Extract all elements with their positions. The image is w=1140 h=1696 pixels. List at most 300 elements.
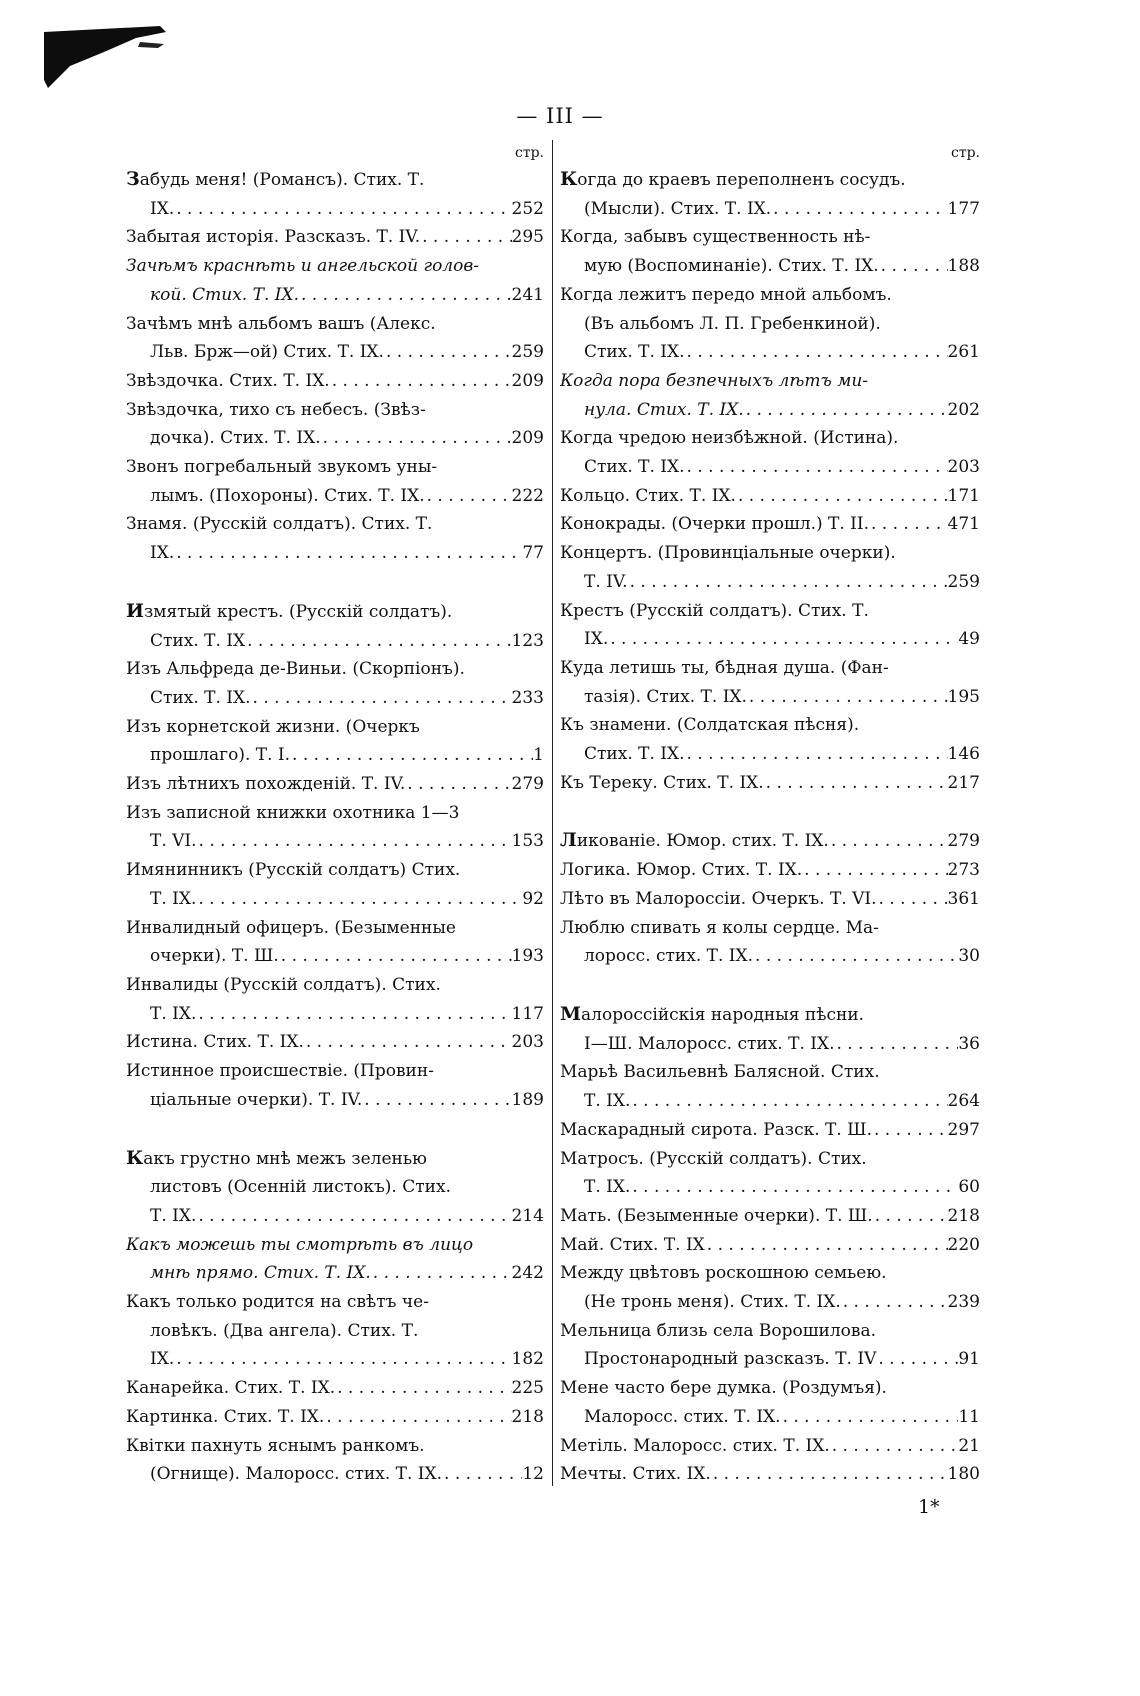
- entry-line: [126, 453, 544, 482]
- entry-text: Малоросс. стих. Т. IX.: [584, 1406, 781, 1427]
- entry-line: [126, 597, 544, 627]
- leader-dots: [196, 1202, 511, 1231]
- entry-line: [560, 453, 980, 482]
- entry-line: [126, 310, 544, 339]
- entry-line: [126, 1202, 544, 1231]
- entry-line: [560, 1000, 980, 1030]
- page-reference: 203: [511, 1032, 544, 1053]
- leader-dots: [420, 223, 511, 252]
- index-entry: [126, 510, 544, 567]
- leader-dots: [324, 1403, 511, 1432]
- entry-text: Май. Стих. Т. IX: [560, 1234, 705, 1255]
- entry-line: [126, 1086, 544, 1115]
- entry-line: [126, 510, 544, 539]
- entry-line: [560, 914, 980, 943]
- page-reference: 209: [511, 428, 544, 449]
- entry-text: Концертъ. (Провинціальные очерки).: [560, 543, 896, 564]
- entry-text: Стих. Т. IX: [150, 630, 246, 651]
- index-entry: [126, 252, 544, 309]
- entry-line: [560, 1087, 980, 1116]
- entry-text: Стих. Т. IX.: [584, 744, 685, 765]
- page-reference: 279: [511, 774, 544, 795]
- right-column: [560, 145, 980, 1489]
- index-entry: [560, 654, 980, 711]
- entry-text: Марьѣ Васильевнѣ Балясной. Стих.: [560, 1062, 880, 1083]
- entry-text: Крестъ (Русскій солдатъ). Стих. Т.: [560, 600, 869, 621]
- index-entry: [560, 597, 980, 654]
- entry-line: [126, 539, 544, 568]
- entry-line: [126, 367, 544, 396]
- leader-dots: [879, 252, 948, 281]
- page-reference: 202: [947, 399, 980, 420]
- entry-line: [560, 165, 980, 195]
- entry-text: IX.: [150, 198, 175, 219]
- index-entry: [126, 453, 544, 510]
- entry-text: Стих. Т. IX.: [584, 457, 685, 478]
- entry-text: Стих. Т. IX.: [150, 687, 251, 708]
- index-entry: [126, 1057, 544, 1114]
- page-reference: 361: [947, 888, 980, 909]
- entry-line: [126, 1000, 544, 1029]
- entry-text: Картинка. Стих. Т. IX.: [126, 1406, 325, 1427]
- entry-line: [560, 1288, 980, 1317]
- index-entry: [126, 770, 544, 799]
- page-reference: 242: [511, 1263, 544, 1284]
- index-entry: [560, 914, 980, 971]
- index-entry: [560, 165, 980, 223]
- entry-text: Звонъ погребальный звукомъ уны-: [126, 457, 438, 478]
- entry-line: [560, 1231, 980, 1260]
- leader-dots: [830, 1432, 959, 1461]
- index-entry: [126, 856, 544, 913]
- page-reference: 188: [947, 256, 980, 277]
- entry-line: [560, 942, 980, 971]
- entry-text: Зачѣмъ мнѣ альбомъ вашъ (Алекс.: [126, 313, 436, 334]
- entry-line: [560, 856, 980, 885]
- entry-text: ловѣкъ. (Два ангела). Стих. Т.: [150, 1320, 419, 1341]
- entry-text: Мечты. Стих. IX.: [560, 1464, 711, 1485]
- entry-line: [126, 1460, 544, 1489]
- page-reference: 153: [511, 831, 544, 852]
- entry-text: Забудь меня! (Романсъ). Стих. Т.: [126, 168, 425, 190]
- entry-line: [560, 625, 980, 654]
- scan-ink-mark: [40, 22, 170, 92]
- index-entry: [560, 1317, 980, 1374]
- index-entry: [560, 1145, 980, 1202]
- leader-dots: [771, 195, 947, 224]
- leader-dots: [299, 281, 512, 310]
- index-entry: [560, 510, 980, 539]
- leader-dots: [251, 684, 512, 713]
- entry-text: Когда, забывъ существенность нѣ-: [560, 227, 871, 248]
- entry-line: [560, 1432, 980, 1461]
- leader-dots: [829, 827, 948, 856]
- index-entry: [126, 165, 544, 223]
- entry-text: Знамя. (Русскій солдатъ). Стих. Т.: [126, 514, 433, 535]
- entry-line: [560, 885, 980, 914]
- entry-line: [560, 281, 980, 310]
- entry-line: [560, 568, 980, 597]
- entry-text: Ликованіе. Юмор. стих. Т. IX.: [560, 829, 829, 852]
- entry-line: [560, 740, 980, 769]
- entry-line: [560, 367, 980, 396]
- entry-line: [560, 195, 980, 224]
- section-initial: К: [560, 168, 578, 190]
- leader-dots: [335, 1374, 511, 1403]
- entry-text: листовъ (Осенній листокъ). Стих.: [150, 1177, 451, 1198]
- leader-dots: [321, 424, 512, 453]
- entry-line: [560, 1058, 980, 1087]
- page-reference: 218: [947, 1205, 980, 1226]
- leader-dots: [841, 1288, 948, 1317]
- entry-line: [126, 942, 544, 971]
- entry-line: [126, 1432, 544, 1461]
- page-reference: 241: [511, 284, 544, 305]
- page-reference: 77: [522, 543, 544, 564]
- leader-dots: [174, 1345, 511, 1374]
- entry-text: Маскарадный сирота. Разск. Т. Ш.: [560, 1119, 872, 1140]
- entry-text: Инвалиды (Русскій солдатъ). Стих.: [126, 974, 441, 995]
- entry-text: Зачѣмъ краснѣть и ангельской голов-: [126, 256, 479, 277]
- index-entry: [560, 1374, 980, 1431]
- entry-text: (Въ альбомъ Л. П. Гребенкиной).: [584, 313, 881, 334]
- page-reference: 92: [522, 888, 544, 909]
- page-reference: 30: [958, 946, 980, 967]
- entry-text: Куда летишь ты, бѣдная душа. (Фан-: [560, 657, 889, 678]
- entry-line: [560, 1345, 980, 1374]
- entry-line: [560, 711, 980, 740]
- page-reference: 259: [511, 342, 544, 363]
- entry-line: [126, 914, 544, 943]
- page-reference: 36: [958, 1033, 980, 1054]
- entry-text: Лѣто въ Малороссіи. Очеркъ. Т. VI.: [560, 888, 877, 909]
- leader-dots: [685, 740, 948, 769]
- entry-line: [126, 713, 544, 742]
- entry-text: мнѣ прямо. Стих. Т. IX.: [150, 1263, 371, 1284]
- entry-text: мую (Воспоминаніе). Стих. Т. IX.: [584, 256, 879, 277]
- leader-dots: [174, 195, 511, 224]
- entry-text: Какъ можешь ты смотрѣть въ лицо: [126, 1234, 474, 1255]
- entry-text: IX.: [584, 629, 609, 650]
- entry-line: [126, 223, 544, 252]
- page-reference: 209: [511, 370, 544, 391]
- section-initial: И: [126, 599, 144, 622]
- entry-text: (Не тронь меня). Стих. Т. IX.: [584, 1292, 841, 1313]
- index-entry: [560, 826, 980, 856]
- page-reference: 11: [958, 1406, 980, 1427]
- entry-text: (Мысли). Стих. Т. IX.: [584, 198, 772, 219]
- entry-line: [560, 1259, 980, 1288]
- page-reference: 91: [958, 1349, 980, 1370]
- index-entry: [560, 367, 980, 424]
- signature-mark: 1*: [918, 1496, 940, 1518]
- entry-line: [126, 1173, 544, 1202]
- entry-text: Забытая исторія. Разсказъ. Т. IV.: [126, 227, 421, 248]
- leader-dots: [711, 1460, 948, 1489]
- index-entry: [126, 1144, 544, 1231]
- entry-text: Мене часто бере думка. (Роздумъя).: [560, 1378, 887, 1399]
- leader-dots: [371, 1259, 512, 1288]
- entry-text: Изъ записной книжки охотника 1—3: [126, 802, 460, 823]
- page-reference: 177: [947, 198, 980, 219]
- entry-line: [126, 482, 544, 511]
- entry-line: [560, 1202, 980, 1231]
- section-initial: Л: [560, 829, 577, 852]
- index-entry: [126, 1231, 544, 1288]
- entry-text: Звѣздочка. Стих. Т. IX.: [126, 370, 330, 391]
- entry-text: Льв. Брж—ой) Стих. Т. IX.: [150, 342, 384, 363]
- entry-line: [126, 856, 544, 885]
- entry-text: Т. IX.: [150, 1205, 197, 1226]
- entry-text: Метіль. Малоросс. стих. Т. IX.: [560, 1435, 830, 1456]
- entry-text: Между цвѣтовъ роскошною семьею.: [560, 1263, 887, 1284]
- entry-line: [560, 424, 980, 453]
- entry-text: I—Ш. Малоросс. стих. Т. IX.: [584, 1033, 835, 1054]
- entry-line: [126, 1374, 544, 1403]
- index-entry: [560, 539, 980, 596]
- leader-dots: [685, 338, 948, 367]
- leader-dots: [197, 827, 512, 856]
- leader-dots: [628, 568, 948, 597]
- index-entry: [126, 799, 544, 856]
- entry-text: очерки). Т. Ш.: [150, 946, 279, 967]
- entry-text: (Огнище). Малоросс. стих. Т. IX.: [150, 1464, 443, 1485]
- entry-text: Матросъ. (Русскій солдатъ). Стих.: [560, 1148, 867, 1169]
- leader-dots: [876, 1345, 958, 1374]
- page-reference: 279: [947, 831, 980, 852]
- page-reference: 60: [958, 1177, 980, 1198]
- page-reference: 220: [947, 1234, 980, 1255]
- page-reference: 1: [533, 745, 544, 766]
- entry-text: Измятый крестъ. (Русскій солдатъ).: [126, 599, 453, 622]
- entry-line: [560, 683, 980, 712]
- entry-line: [126, 195, 544, 224]
- entry-text: Къ Тереку. Стих. Т. IX.: [560, 772, 764, 793]
- page-reference: 49: [958, 629, 980, 650]
- leader-dots: [630, 1173, 958, 1202]
- entry-line: [126, 741, 544, 770]
- page-reference: 261: [947, 342, 980, 363]
- leader-dots: [196, 1000, 511, 1029]
- entry-text: Истина. Стих. Т. IX.: [126, 1032, 304, 1053]
- entry-line: [560, 769, 980, 798]
- entry-text: Конокрады. (Очерки прошл.) Т. II.: [560, 514, 869, 535]
- page-reference: 214: [511, 1205, 544, 1226]
- entry-text: Логика. Юмор. Стих. Т. IX.: [560, 860, 803, 881]
- entry-line: [126, 655, 544, 684]
- index-entry: [560, 856, 980, 885]
- leader-dots: [425, 482, 512, 511]
- entry-line: [126, 424, 544, 453]
- index-entry: [560, 1202, 980, 1231]
- index-entry: [126, 1028, 544, 1057]
- section-gap: [126, 568, 544, 597]
- page-reference: 239: [947, 1292, 980, 1313]
- page-number: — III —: [516, 104, 604, 128]
- entry-line: [126, 281, 544, 310]
- leader-dots: [174, 539, 522, 568]
- index-entry: [126, 1403, 544, 1432]
- page-reference: 252: [511, 198, 544, 219]
- entry-line: [126, 1259, 544, 1288]
- leader-dots: [869, 510, 948, 539]
- page-reference: 189: [511, 1089, 544, 1110]
- page-reference: 123: [511, 630, 544, 651]
- entry-text: Къ знамени. (Солдатская пѣсня).: [560, 715, 860, 736]
- column-header-right: стр.: [951, 145, 980, 161]
- index-entry: [126, 1374, 544, 1403]
- index-entry: [560, 1231, 980, 1260]
- entry-line: [126, 799, 544, 828]
- entry-text: Стих. Т. IX.: [584, 342, 685, 363]
- index-entry: [126, 310, 544, 367]
- entry-line: [560, 252, 980, 281]
- page-reference: 222: [511, 485, 544, 506]
- entry-line: [560, 1317, 980, 1346]
- entry-line: [560, 1116, 980, 1145]
- index-entry: [560, 281, 980, 367]
- page-reference: 264: [947, 1091, 980, 1112]
- page-reference: 180: [947, 1464, 980, 1485]
- index-entry: [560, 711, 980, 768]
- entry-line: [126, 1028, 544, 1057]
- entry-text: Т. VI.: [150, 831, 197, 852]
- entry-line: [560, 1173, 980, 1202]
- entry-line: [126, 1144, 544, 1174]
- page-reference: 171: [947, 485, 980, 506]
- index-entry: [126, 396, 544, 453]
- entry-text: нула. Стих. Т. IX.: [584, 399, 744, 420]
- entry-text: лымъ. (Похороны). Стих. Т. IX.: [150, 485, 425, 506]
- entry-line: [560, 310, 980, 339]
- page-reference: 225: [511, 1378, 544, 1399]
- leader-dots: [685, 453, 948, 482]
- entry-text: Изъ лѣтнихъ похожденій. Т. IV.: [126, 774, 406, 795]
- index-entry: [560, 1058, 980, 1115]
- index-entry: [560, 769, 980, 798]
- page-reference: 259: [947, 571, 980, 592]
- index-entry: [126, 223, 544, 252]
- entry-line: [560, 1145, 980, 1174]
- leader-dots: [608, 625, 958, 654]
- entry-line: [560, 482, 980, 511]
- leader-dots: [405, 770, 511, 799]
- page-reference: 273: [947, 860, 980, 881]
- entry-line: [126, 1231, 544, 1260]
- leader-dots: [736, 482, 948, 511]
- index-entry: [560, 1116, 980, 1145]
- leader-dots: [802, 856, 947, 885]
- page-reference: 203: [947, 457, 980, 478]
- leader-dots: [630, 1087, 947, 1116]
- entry-line: [126, 396, 544, 425]
- index-entry: [126, 597, 544, 655]
- index-entry: [560, 1460, 980, 1489]
- entry-text: Кольцо. Стих. Т. IX.: [560, 485, 736, 506]
- entry-line: [126, 1403, 544, 1432]
- entry-text: Когда лежитъ передо мной альбомъ.: [560, 284, 892, 305]
- entry-text: Квітки пахнуть яснымъ ранкомъ.: [126, 1435, 425, 1456]
- entry-text: ціальные очерки). Т. IV.: [150, 1089, 363, 1110]
- entry-text: прошлаго). Т. I.: [150, 745, 291, 766]
- entry-line: [126, 1317, 544, 1346]
- entry-text: Т. IX.: [150, 888, 197, 909]
- entry-line: [560, 539, 980, 568]
- page-reference: 195: [947, 686, 980, 707]
- entry-line: [560, 510, 980, 539]
- page-reference: 146: [947, 744, 980, 765]
- page-reference: 12: [522, 1464, 544, 1485]
- index-entry: [560, 223, 980, 280]
- entry-line: [560, 1460, 980, 1489]
- entry-text: кой. Стих. Т. IX.: [150, 284, 299, 305]
- leader-dots: [744, 396, 948, 425]
- entry-line: [560, 1374, 980, 1403]
- leader-dots: [290, 741, 533, 770]
- section-gap: [560, 971, 980, 1000]
- section-gap: [126, 1115, 544, 1144]
- index-entry: [560, 1259, 980, 1316]
- entry-text: Мать. (Безыменные очерки). Т. Ш.: [560, 1205, 873, 1226]
- leader-dots: [196, 885, 522, 914]
- leader-dots: [304, 1028, 512, 1057]
- page-reference: 233: [511, 687, 544, 708]
- entry-line: [126, 1288, 544, 1317]
- entry-line: [560, 223, 980, 252]
- entry-text: Какъ грустно мнѣ межъ зеленью: [126, 1146, 427, 1169]
- entry-line: [126, 1057, 544, 1086]
- leader-dots: [834, 1030, 958, 1059]
- leader-dots: [279, 942, 512, 971]
- entry-text: Т. IX.: [150, 1003, 197, 1024]
- entry-line: [126, 165, 544, 195]
- index-entry: [126, 367, 544, 396]
- entry-line: [560, 1403, 980, 1432]
- index-entry: [126, 713, 544, 770]
- index-entry: [560, 1432, 980, 1461]
- entry-text: Т. IX.: [584, 1091, 631, 1112]
- entry-text: Т. IX.: [584, 1177, 631, 1198]
- entry-text: Когда чредою неизбѣжной. (Истина).: [560, 428, 899, 449]
- entry-text: Мельница близь села Ворошилова.: [560, 1320, 876, 1341]
- page-reference: 21: [958, 1435, 980, 1456]
- entry-line: [560, 826, 980, 856]
- entry-text: Изъ корнетской жизни. (Очеркъ: [126, 716, 420, 737]
- entry-line: [126, 827, 544, 856]
- entry-line: [126, 684, 544, 713]
- entry-text: Какъ только родится на свѣтъ че-: [126, 1292, 429, 1313]
- index-entry: [560, 885, 980, 914]
- entry-text: Когда до краевъ переполненъ сосудъ.: [560, 168, 906, 190]
- leader-dots: [781, 1403, 959, 1432]
- entry-line: [126, 885, 544, 914]
- entry-text: Звѣздочка, тихо съ небесъ. (Звѣз-: [126, 399, 426, 420]
- page-reference: 218: [511, 1406, 544, 1427]
- entry-line: [560, 654, 980, 683]
- entry-text: Истинное происшествіе. (Провин-: [126, 1061, 434, 1082]
- entry-line: [126, 252, 544, 281]
- index-entry: [126, 971, 544, 1028]
- index-entry: [560, 424, 980, 481]
- leader-dots: [362, 1086, 511, 1115]
- entry-text: Инвалидный офицеръ. (Безыменные: [126, 917, 456, 938]
- entry-line: [126, 627, 544, 656]
- section-initial: М: [560, 1002, 582, 1025]
- index-entry: [126, 1432, 544, 1489]
- leader-dots: [384, 338, 512, 367]
- entry-text: Изъ Альфреда де-Виньи. (Скорпіонъ).: [126, 659, 465, 680]
- entry-line: [126, 338, 544, 367]
